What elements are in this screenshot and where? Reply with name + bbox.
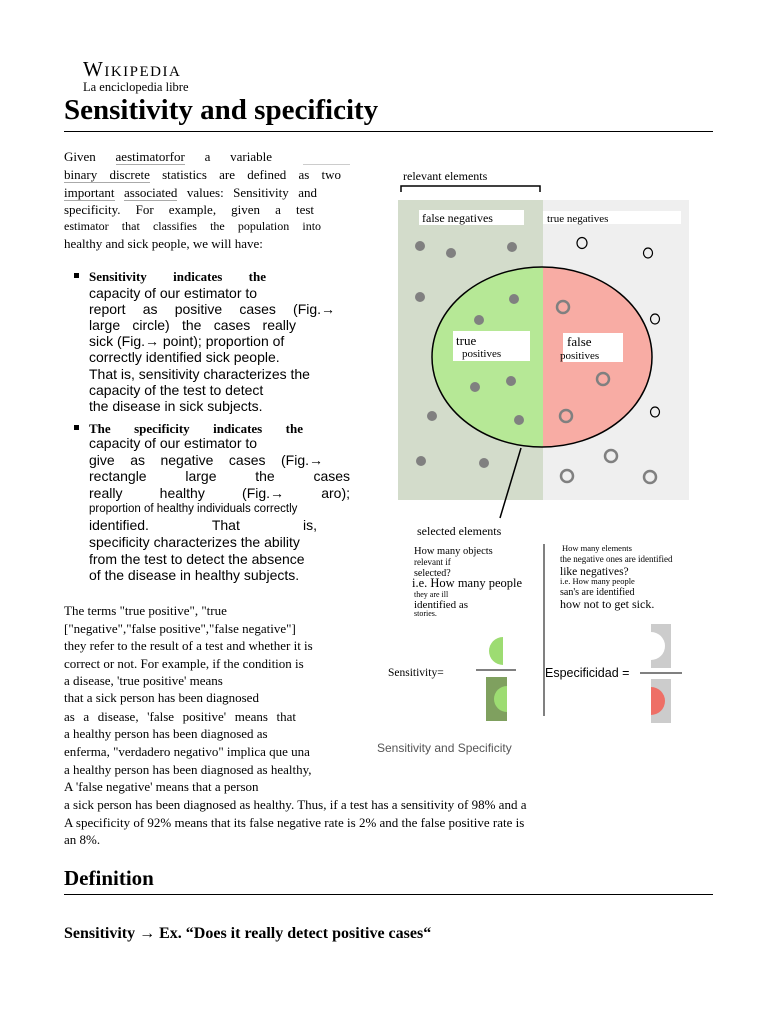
true-label: true [456, 333, 477, 348]
q-left-4: i.e. How many people [412, 576, 523, 590]
definition-rule [64, 894, 713, 895]
sensitivity-line-4: large circle) the cases really [89, 317, 296, 333]
wikipedia-tagline: La enciclopedia libre [83, 80, 189, 94]
sensitivity-line-1: Sensitivity indicates the [89, 269, 267, 284]
terms-line-9: enferma, "verdadero negativo" implica que una [64, 744, 310, 759]
true-negatives-label: true negatives [547, 213, 609, 225]
title-rule [64, 131, 713, 132]
false-negatives-label: false negatives [422, 211, 493, 225]
sensitivity-bullet-mark [74, 273, 79, 278]
specificity-line-10: of the disease in healthy subjects. [89, 567, 300, 583]
sensitivity-line-5: sick (Fig.→ point); proportion of [89, 333, 285, 349]
false-label: false [567, 334, 592, 349]
terms-line-1: The terms "true positive", "true [64, 603, 227, 618]
q-left-3: selected? [414, 568, 451, 579]
terms-line-13: A specificity of 92% means that its false negative rate is 2% and the false positive rate is [64, 815, 525, 830]
intro-line-6: healthy and sick people, we will have: [64, 236, 263, 251]
sensitivity-formula-label: Sensitivity= [388, 667, 444, 679]
terms-line-3: they refer to the result of a test and whether it is [64, 638, 313, 653]
q-left-7: stories. [414, 609, 437, 618]
q-right-2: the negative ones are identified [560, 554, 673, 564]
relevant-elements-label: relevant elements [403, 169, 488, 183]
q-right-1: How many elements [562, 543, 632, 553]
sensitivity-subheading: Sensitivity → Ex. “Does it really detect positive cases“ [64, 925, 432, 942]
selected-elements-label: selected elements [417, 524, 502, 538]
sensitivity-specificity-figure [380, 160, 720, 740]
terms-line-6: that a sick person has been diagnosed [64, 690, 259, 705]
wikipedia-wordmark[interactable]: Wikipedia [83, 57, 182, 81]
q-right-5: san's are identified [560, 587, 635, 598]
intro-line-2: binary discrete statistics are defined as two [64, 167, 342, 182]
sensitivity-line-2: capacity of our estimator to [89, 285, 258, 301]
binary-discrete-link[interactable]: binary discrete [64, 167, 150, 182]
terms-line-10: a healthy person has been diagnosed as healthy, [64, 762, 312, 777]
specificity-line-4: rectangle large the cases [89, 468, 351, 484]
sensitivity-line-3: report as positive cases (Fig.→ [89, 301, 336, 317]
sensitivity-line-6: correctly identified sick people. [89, 349, 280, 365]
definition-heading: Definition [64, 866, 154, 890]
terms-line-5: a disease, 'true positive' means [64, 673, 223, 688]
terms-line-7: as a disease, 'false positive' means that [64, 709, 297, 724]
terms-line-12: a sick person has been diagnosed as healthy. Thus, if a test has a sensitivity of 98% and a [64, 797, 527, 812]
terms-line-4: correct or not. For example, if the condition is [64, 656, 304, 671]
specificity-line-1: The specificity indicates the [89, 421, 303, 436]
specificity-line-7: identified. That is, [89, 517, 318, 533]
intro-line-4: specificity. For example, given a test [64, 202, 315, 217]
true-positives-label: positives [462, 348, 502, 360]
terms-line-14: an 8%. [64, 832, 101, 847]
intro-line-5: estimator that classifies the population into [64, 219, 322, 233]
specificity-line-2: capacity of our estimator to [89, 435, 258, 451]
sensitivity-line-8: capacity of the test to detect [89, 382, 264, 398]
q-right-3: like negatives? [560, 566, 629, 578]
q-left-2: relevant if [414, 557, 451, 567]
specificity-line-3: give as negative cases (Fig.→ [89, 452, 323, 468]
specificity-line-6: proportion of healthy individuals correctly [89, 503, 298, 515]
page-title: Sensitivity and specificity [64, 94, 379, 126]
specificity-line-9: from the test to detect the absence [89, 551, 305, 567]
q-left-5: they are ill [414, 590, 449, 599]
intro-line-3: important associated values: Sensitivity and [64, 185, 318, 200]
q-right-4: i.e. How many people [560, 576, 635, 586]
terms-line-2: ["negative","false positive","false negative"] [64, 621, 296, 636]
specificity-formula-label: Especificidad = [545, 666, 630, 680]
q-left-1: How many objects [414, 546, 493, 557]
q-left-6: identified as [414, 599, 469, 611]
false-positives-label: positives [560, 350, 600, 362]
figure-caption: Sensitivity and Specificity [377, 741, 512, 755]
specificity-line-8: specificity characterizes the ability [89, 534, 300, 550]
intro-line-1: Given aestimatorfor a variable [64, 149, 272, 164]
specificity-bullet-mark [74, 425, 79, 430]
terms-line-8: a healthy person has been diagnosed as [64, 726, 268, 741]
intro-underline-mark [303, 164, 350, 165]
sens-numerator-half-circle [489, 637, 503, 665]
specificity-line-5: really healthy (Fig.→ aro); [89, 485, 351, 501]
sensitivity-line-7: That is, sensitivity characterizes the [89, 366, 310, 382]
relevant-bracket [401, 186, 540, 192]
q-right-6: how not to get sick. [560, 597, 655, 611]
terms-line-11: A 'false negative' means that a person [64, 779, 259, 794]
sensitivity-line-9: the disease in sick subjects. [89, 398, 263, 414]
